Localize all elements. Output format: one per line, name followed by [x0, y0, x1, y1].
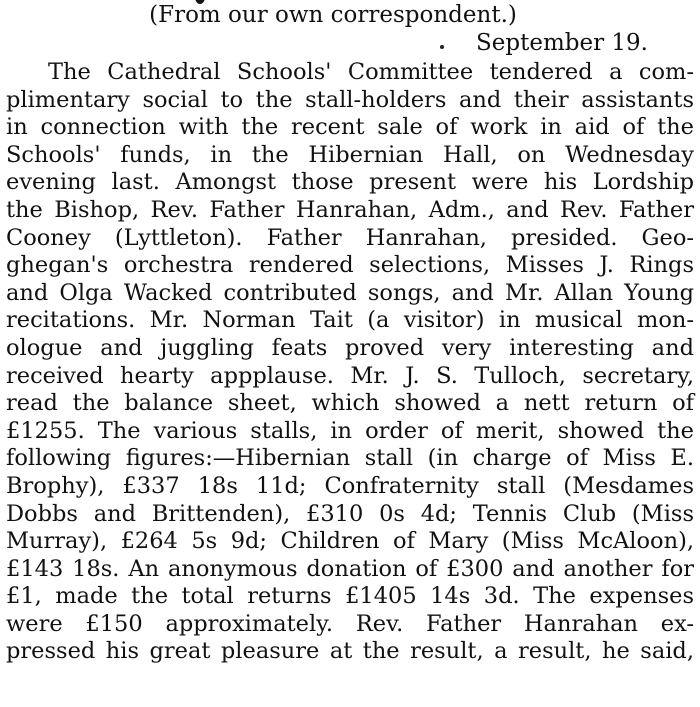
article-line: ghegan's orchestra rendered selections, Misses J. Rings [6, 252, 694, 279]
article-line: plimentary social to the stall-holders and their assistants [6, 86, 694, 113]
article-line: recitations. Mr. Norman Tait (a visitor) in musical mon- [6, 307, 694, 334]
article-line: were £150 approximately. Rev. Father Hanrahan ex- [6, 610, 694, 637]
article-line: £1255. The various stalls, in order of merit, showed the [6, 417, 694, 444]
article-line: £143 18s. An anonymous donation of £300 and another for [6, 555, 694, 582]
article-line: the Bishop, Rev. Father Hanrahan, Adm., and Rev. Father [6, 196, 694, 223]
article-line: £1, made the total returns £1405 14s 3d. The expenses [6, 583, 694, 610]
article-line: Schools' funds, in the Hibernian Hall, on Wednesday [6, 141, 694, 168]
article-line: read the balance sheet, which showed a nett return of [6, 390, 694, 417]
article-line: pressed his great pleasure at the result, a result, he said, [6, 638, 694, 665]
article-line: following figures:—Hibernian stall (in charge of Miss E. [6, 445, 694, 472]
article-line: and Olga Wacked contributed songs, and Mr. Allan Young [6, 279, 694, 306]
article-line: Dobbs and Brittenden), £310 0s 4d; Tennis Club (Miss [6, 500, 694, 527]
article-line: received hearty appplause. Mr. J. S. Tulloch, secretary, [6, 362, 694, 389]
article-line: Brophy), £337 18s 11d; Confraternity stall (Mesdames [6, 472, 694, 499]
article-line: in connection with the recent sale of work in aid of the [6, 114, 694, 141]
article-body [6, 59, 694, 666]
dateline: September 19. [476, 30, 648, 56]
article-line: evening last. Amongst those present were his Lordship [6, 169, 694, 196]
correspondent-byline: (From our own correspondent.) [149, 2, 517, 28]
article-line: ologue and juggling feats proved very interesting and [6, 334, 694, 361]
print-speck [440, 45, 444, 49]
article-line: Cooney (Lyttleton). Father Hanrahan, presided. Geo- [6, 224, 694, 251]
article-line: Murray), £264 5s 9d; Children of Mary (Miss McAloon), [6, 528, 694, 555]
article-line: The Cathedral Schools' Committee tendered a com- [48, 59, 694, 85]
